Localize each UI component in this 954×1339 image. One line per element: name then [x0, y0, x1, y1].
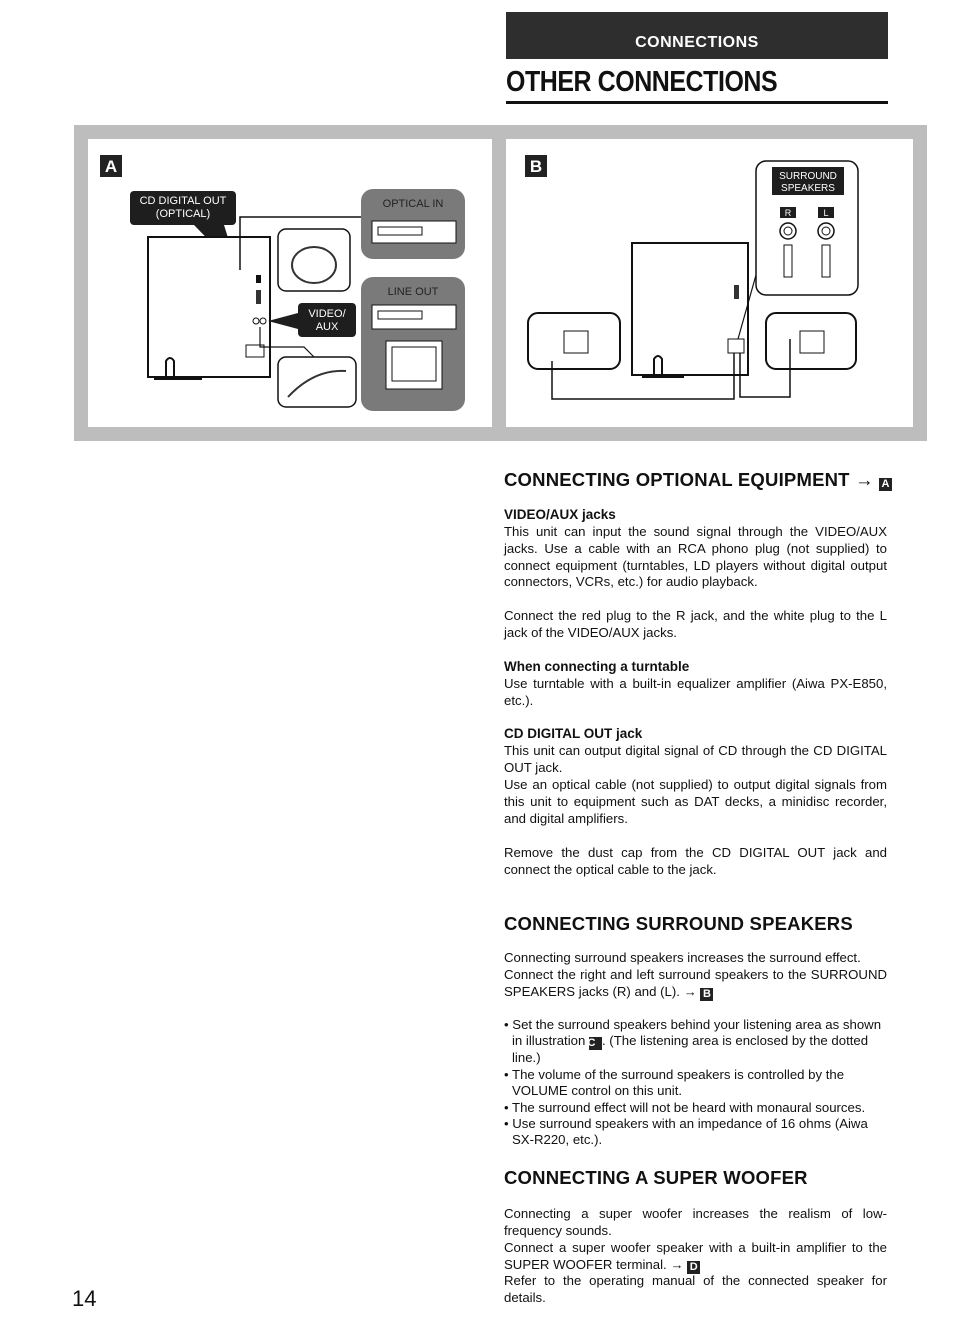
- surround-label-2: SPEAKERS: [781, 183, 835, 194]
- jack-b1: [734, 285, 739, 299]
- panel-b-tag: B: [529, 157, 543, 176]
- vcr-device: [372, 305, 456, 329]
- title-rule: [506, 101, 888, 104]
- arrow-icon: →: [670, 1256, 684, 1272]
- surround-bullet-list: [504, 1017, 887, 1149]
- cd-digital-out-label-1: CD DIGITAL OUT: [139, 195, 227, 207]
- paragraph-cd-digital-1: This unit can output digital signal of CD through the CD DIGITAL OUT jack.: [504, 743, 887, 775]
- paragraph-woofer-3: Refer to the operating manual of the connected speaker for details.: [504, 1273, 887, 1305]
- optical-cable-inset: [278, 229, 350, 291]
- arrow-icon: →: [683, 983, 697, 999]
- ref-tag-d: D: [687, 1261, 700, 1274]
- paragraph-woofer-1: Connecting a super woofer increases the realism of low-frequency sounds.: [504, 1206, 887, 1238]
- heading-super-woofer: CONNECTING A SUPER WOOFER: [504, 1167, 808, 1188]
- connection-illustration: [74, 125, 927, 441]
- subheading-cd-digital: CD DIGITAL OUT jack: [504, 726, 643, 741]
- jack-a1: [256, 275, 261, 283]
- illustration-svg: [74, 125, 927, 441]
- surround-speaker-right: [766, 313, 856, 369]
- dat-deck: [372, 221, 456, 243]
- surround-speaker-left: [528, 313, 620, 369]
- heading-optional-text: CONNECTING OPTIONAL EQUIPMENT: [504, 469, 850, 490]
- list-item: • The volume of the surround speakers is controlled by the VOLUME control on this unit.: [504, 1066, 845, 1099]
- jack-a2: [256, 290, 261, 304]
- arrow-icon: →: [855, 469, 874, 490]
- surround-label-1: SURROUND: [779, 171, 837, 182]
- paragraph-surround-1: Connecting surround speakers increases the surround effect.: [504, 950, 861, 965]
- bullet-1-pre: • Set the surround speakers behind your listening area as shown in illustration: [504, 1017, 882, 1049]
- ref-tag-b: B: [700, 988, 713, 1001]
- paragraph-surround-2-text: Connect the right and left surround speakers to the SURROUND SPEAKERS jacks (R) and (L).: [504, 967, 887, 999]
- cd-digital-out-label-2: (OPTICAL): [155, 208, 211, 220]
- rca-cable-inset: [278, 357, 356, 407]
- video-aux-label-1: VIDEO/: [308, 308, 346, 320]
- paragraph-video-aux-2: Connect the red plug to the R jack, and the white plug to the L jack of the VIDEO/AUX jacks.: [504, 608, 887, 640]
- main-unit-b: [632, 243, 748, 375]
- paragraph-turntable: Use turntable with a built-in equalizer amplifier (Aiwa PX-E850, etc.).: [504, 676, 887, 708]
- page-title: OTHER CONNECTIONS: [506, 66, 778, 98]
- list-item: [504, 1017, 887, 1067]
- panel-a-tag: A: [104, 157, 118, 176]
- plug-r: [784, 245, 792, 277]
- heading-surround-speakers: CONNECTING SURROUND SPEAKERS: [504, 913, 853, 934]
- tv-device: [386, 341, 442, 389]
- ref-tag-c: C: [589, 1037, 602, 1050]
- jack-l-tag: L: [823, 208, 829, 218]
- video-aux-label-2: AUX: [315, 321, 339, 333]
- section-banner: [506, 12, 888, 59]
- heading-optional-equipment: [504, 469, 892, 491]
- paragraph-cd-digital-2: Use an optical cable (not supplied) to output digital signals from this unit to equipment such as DAT decks, a minidisc recorder, and digital amplifiers.: [504, 777, 887, 826]
- jack-r-tag: R: [784, 208, 792, 218]
- paragraph-woofer-2: [504, 1240, 887, 1274]
- subheading-video-aux: VIDEO/AUX jacks: [504, 507, 616, 522]
- paragraph-video-aux-1: This unit can input the sound signal through the VIDEO/AUX jacks. Use a cable with an RCA phono plug (not supplied) to connect equipment (turntables, LD players without digital output connectors, VCRs, etc.) for audio playback.: [504, 524, 887, 590]
- optical-in-label: OPTICAL IN: [382, 198, 444, 210]
- list-item: • Use surround speakers with an impedance of 16 ohms (Aiwa SX-R220, etc.).: [504, 1116, 868, 1148]
- subheading-turntable: When connecting a turntable: [504, 659, 690, 674]
- paragraph-surround-2: [504, 967, 887, 1001]
- section-label: CONNECTIONS: [635, 33, 759, 51]
- paragraph-woofer-2-text: Connect a super woofer speaker with a built-in amplifier to the SUPER WOOFER terminal.: [504, 1240, 887, 1272]
- bullet-1-post: . (The listening area is enclosed by the dotted line.): [512, 1033, 869, 1066]
- list-item: • The surround effect will not be heard with monaural sources.: [504, 1099, 866, 1115]
- main-unit-a: [148, 237, 270, 377]
- page-number: 14: [72, 1286, 97, 1311]
- paragraph-cd-digital-3: Remove the dust cap from the CD DIGITAL OUT jack and connect the optical cable to the jack.: [504, 845, 887, 877]
- plug-l: [822, 245, 830, 277]
- ref-tag-a: A: [879, 478, 892, 491]
- line-out-label: LINE OUT: [387, 286, 439, 298]
